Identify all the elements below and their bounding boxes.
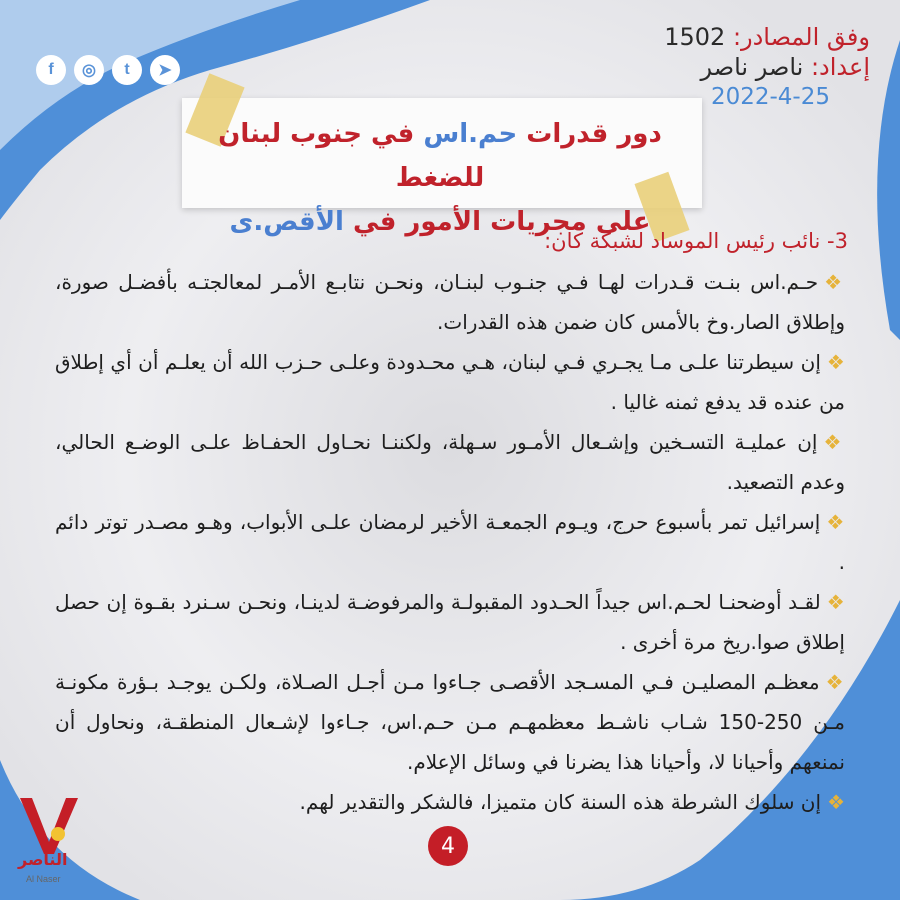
bullet-icon: ❖ — [825, 670, 845, 694]
prepared-line — [664, 52, 870, 82]
paragraph — [55, 782, 845, 822]
page-number: 4 — [428, 826, 468, 866]
brand-name-latin: Al Naser — [26, 874, 61, 884]
title-text: دور قدرات — [517, 119, 662, 149]
paragraph — [55, 502, 845, 582]
paragraph-text: إسرائيل تمر بأسبوع حرج، ويـوم الجمعـة الأخير لرمضان علـى الأبواب، وهـو مصـدر توتر دائم . — [55, 510, 845, 574]
prepared-label: إعداد: — [810, 53, 870, 81]
bullet-icon: ❖ — [823, 430, 845, 454]
title-highlight: حم.اس — [423, 119, 518, 149]
paragraph-text: معظـم المصليـن فـي المسـجد الأقصـى جـاءوا مـن أجـل الصـلاة، ولكـن يوجـد بـؤرة مكونـة مـن 250-150 شـاب ناشـط معظمهـم مـن حـم.اس، جـاءوا لإشـعال المنطقـة، ونحاول أن نمنعهم وأحيانا لا، وأحيانا هذا يضرنا في وسائل الإعلام. — [55, 670, 845, 774]
paragraph-text: إن سلوك الشرطة هذه السنة كان متميزا، فالشكر والتقدير لهم. — [299, 790, 822, 814]
paragraph-text: حـم.اس بنـت قـدرات لهـا فـي جنـوب لبنـان، ونحـن نتابـع الأمـر لمعالجتـه بأفضـل صورة، وإطلاق الصار.وخ بالأمس كان ضمن هذه القدرات. — [55, 270, 845, 334]
publish-date: 2022-4-25 — [710, 84, 830, 110]
bullet-icon: ❖ — [826, 350, 845, 374]
paragraph — [55, 262, 845, 342]
title-highlight: الأقص.ى — [229, 207, 344, 237]
section-heading: 3- نائب رئيس الموساد لشبكة كان: — [544, 229, 848, 253]
paragraph — [55, 422, 845, 502]
paragraph-text: إن سيطرتنا علـى مـا يجـري فـي لبنان، هـي محـدودة وعلـى حـزب الله أن يعلـم أن أي إطلاق من عنده قد يدفع ثمنه غاليا . — [55, 350, 845, 414]
paragraph — [55, 662, 845, 782]
instagram-icon[interactable]: ◎ — [74, 55, 104, 85]
facebook-icon[interactable]: f — [36, 55, 66, 85]
bullet-icon: ❖ — [827, 790, 845, 814]
title-text: في جنوب لبنان للضغط — [218, 119, 485, 193]
paragraph-text: إن عمليـة التسـخين وإشـعال الأمـور سـهلة، ولكننـا نحـاول الحفـاظ علـى الوضـع الحالي، وعدم التصعيد. — [55, 430, 845, 494]
bullet-icon: ❖ — [826, 590, 845, 614]
brand-name: الناصر — [18, 850, 68, 869]
social-links — [36, 55, 180, 85]
sources-number: 1502 — [664, 23, 726, 51]
title-text: على مجريات الأمور في — [343, 207, 651, 237]
prepared-name: ناصر ناصر — [700, 53, 804, 81]
bullet-icon: ❖ — [824, 270, 846, 294]
paragraph — [55, 582, 845, 662]
bullet-icon: ❖ — [826, 510, 845, 534]
sources-line — [664, 22, 870, 52]
paragraph — [55, 342, 845, 422]
paragraph-text: لقـد أوضحنـا لحـم.اس جيداً الحـدود المقبولـة والمرفوضـة لدينـا، ونحـن سـنرد بقـوة إن حصل إطلاق صوا.ريخ مرة أخرى . — [55, 590, 845, 654]
page-title — [190, 112, 690, 244]
sources-label: وفق المصادر: — [732, 23, 870, 51]
article-body — [55, 262, 845, 822]
telegram-icon[interactable]: ➤ — [150, 55, 180, 85]
twitter-icon[interactable]: t — [112, 55, 142, 85]
title-line-1 — [190, 112, 690, 200]
